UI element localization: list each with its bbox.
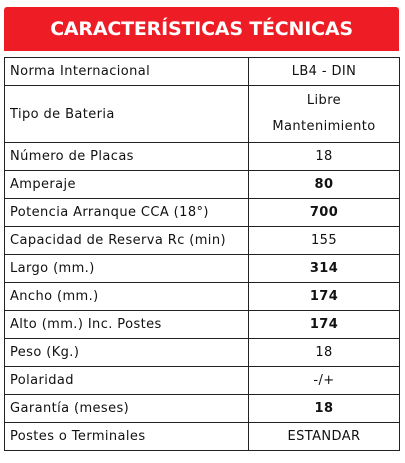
spec-label: Largo (mm.): [5, 255, 249, 283]
spec-label: Potencia Arranque CCA (18°): [5, 199, 249, 227]
spec-label: Capacidad de Reserva Rc (min): [5, 227, 249, 255]
spec-label: Postes o Terminales: [5, 423, 249, 451]
spec-value-line: Mantenimiento: [272, 119, 376, 134]
spec-value: 18: [249, 395, 400, 423]
spec-row-norma: [5, 58, 400, 86]
spec-row-reserva: [5, 227, 400, 255]
spec-value-line: Libre: [306, 93, 342, 108]
spec-value: LB4 - DIN: [249, 58, 400, 86]
spec-value: 174: [249, 283, 400, 311]
spec-row-cca: [5, 199, 400, 227]
spec-value: 155: [249, 227, 400, 255]
spec-value: 18: [249, 143, 400, 171]
spec-row-postes: [5, 423, 400, 451]
spec-row-garantia: [5, 395, 400, 423]
spec-label: Norma Internacional: [5, 58, 249, 86]
spec-value: 314: [249, 255, 400, 283]
spec-row-largo: [5, 255, 400, 283]
spec-label: Amperaje: [5, 171, 249, 199]
spec-table: [4, 57, 400, 451]
spec-row-amperaje: [5, 171, 400, 199]
spec-label: Polaridad: [5, 367, 249, 395]
spec-row-ancho: [5, 283, 400, 311]
spec-label: Peso (Kg.): [5, 339, 249, 367]
spec-value: 80: [249, 171, 400, 199]
spec-row-alto: [5, 311, 400, 339]
spec-title: CARACTERÍSTICAS TÉCNICAS: [50, 18, 353, 40]
spec-value: [249, 86, 400, 143]
spec-label: Ancho (mm.): [5, 283, 249, 311]
spec-value: 18: [249, 339, 400, 367]
spec-header: [4, 7, 399, 51]
spec-label: Garantía (meses): [5, 395, 249, 423]
spec-value: 174: [249, 311, 400, 339]
spec-row-tipo-bateria: [5, 86, 400, 143]
spec-value: -/+: [249, 367, 400, 395]
spec-card: [4, 7, 399, 451]
spec-row-peso: [5, 339, 400, 367]
spec-row-placas: [5, 143, 400, 171]
spec-value: ESTANDAR: [249, 423, 400, 451]
spec-row-polaridad: [5, 367, 400, 395]
spec-label: Tipo de Bateria: [5, 86, 249, 143]
spec-label: Número de Placas: [5, 143, 249, 171]
spec-label: Alto (mm.) Inc. Postes: [5, 311, 249, 339]
spec-value: 700: [249, 199, 400, 227]
